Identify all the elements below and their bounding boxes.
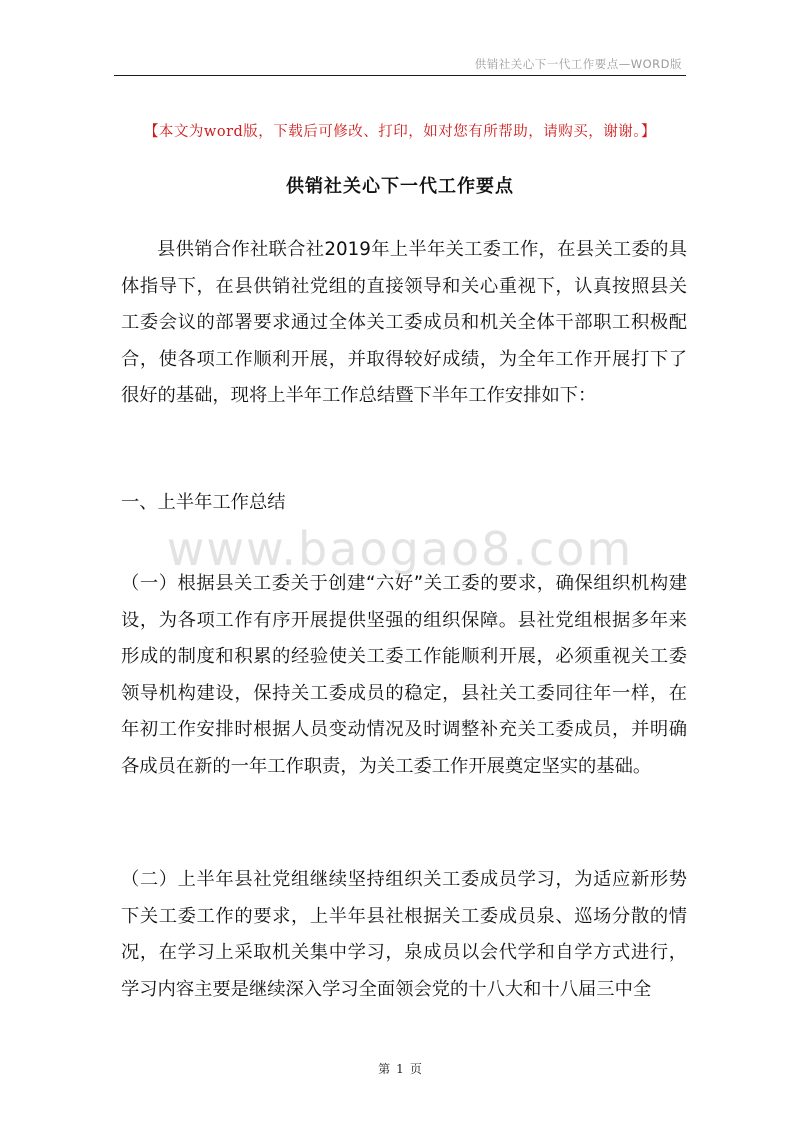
- intro-paragraph: 县供销合作社联合社2019年上半年关工委工作，在县关工委的具体指导下，在县供销社党组的直接领导和关心重视下，认真按照县关工委会议的部署要求通过全体关工委成员和机关全体干部职工积极配合，使各项工作顺利开展，并取得较好成绩，为全年工作开展打下了很好的基础，现将上半年工作总结暨下半年工作安排如下：: [121, 239, 687, 406]
- watermark: www.baogao8.com: [166, 522, 634, 576]
- purchase-notice: 【本文为word版，下载后可修改、打印，如对您有所帮助，请购买，谢谢。】: [143, 124, 657, 140]
- header-divider: [114, 75, 686, 76]
- section1-paragraph-1: （一）根据县关工委关于创建“六好”关工委的要求，确保组织机构建设，为各项工作有序开展提供坚强的组织保障。县社党组根据多年来形成的制度和积累的经验使关工委工作能顺利开展，必须重视关工委领导机构建设，保持关工委成员的稳定，县社关工委同往年一样，在年初工作安排时根据人员变动情况及时调整补充关工委成员，并明确各成员在新的一年工作职责，为关工委工作开展奠定坚实的基础。: [121, 573, 687, 777]
- page-number: 1: [396, 1062, 404, 1076]
- running-header: 供销社关心下一代工作要点—WORD版: [474, 57, 682, 71]
- page-suffix: 页: [409, 1062, 422, 1076]
- document-title: 供销社关心下一代工作要点: [286, 176, 514, 197]
- section1-paragraph-2: （二）上半年县社党组继续坚持组织关工委成员学习，为适应新形势下关工委工作的要求，上半年县社根据关工委成员泉、巡场分散的情况，在学习上采取机关集中学习，泉成员以会代学和自学方式进行，学习内容主要是继续深入学习全面领会党的十八大和十八届三中全: [121, 869, 687, 1000]
- page-prefix: 第: [378, 1062, 391, 1076]
- section-heading-1: 一、上半年工作总结: [121, 492, 286, 513]
- page-footer: [0, 1060, 800, 1077]
